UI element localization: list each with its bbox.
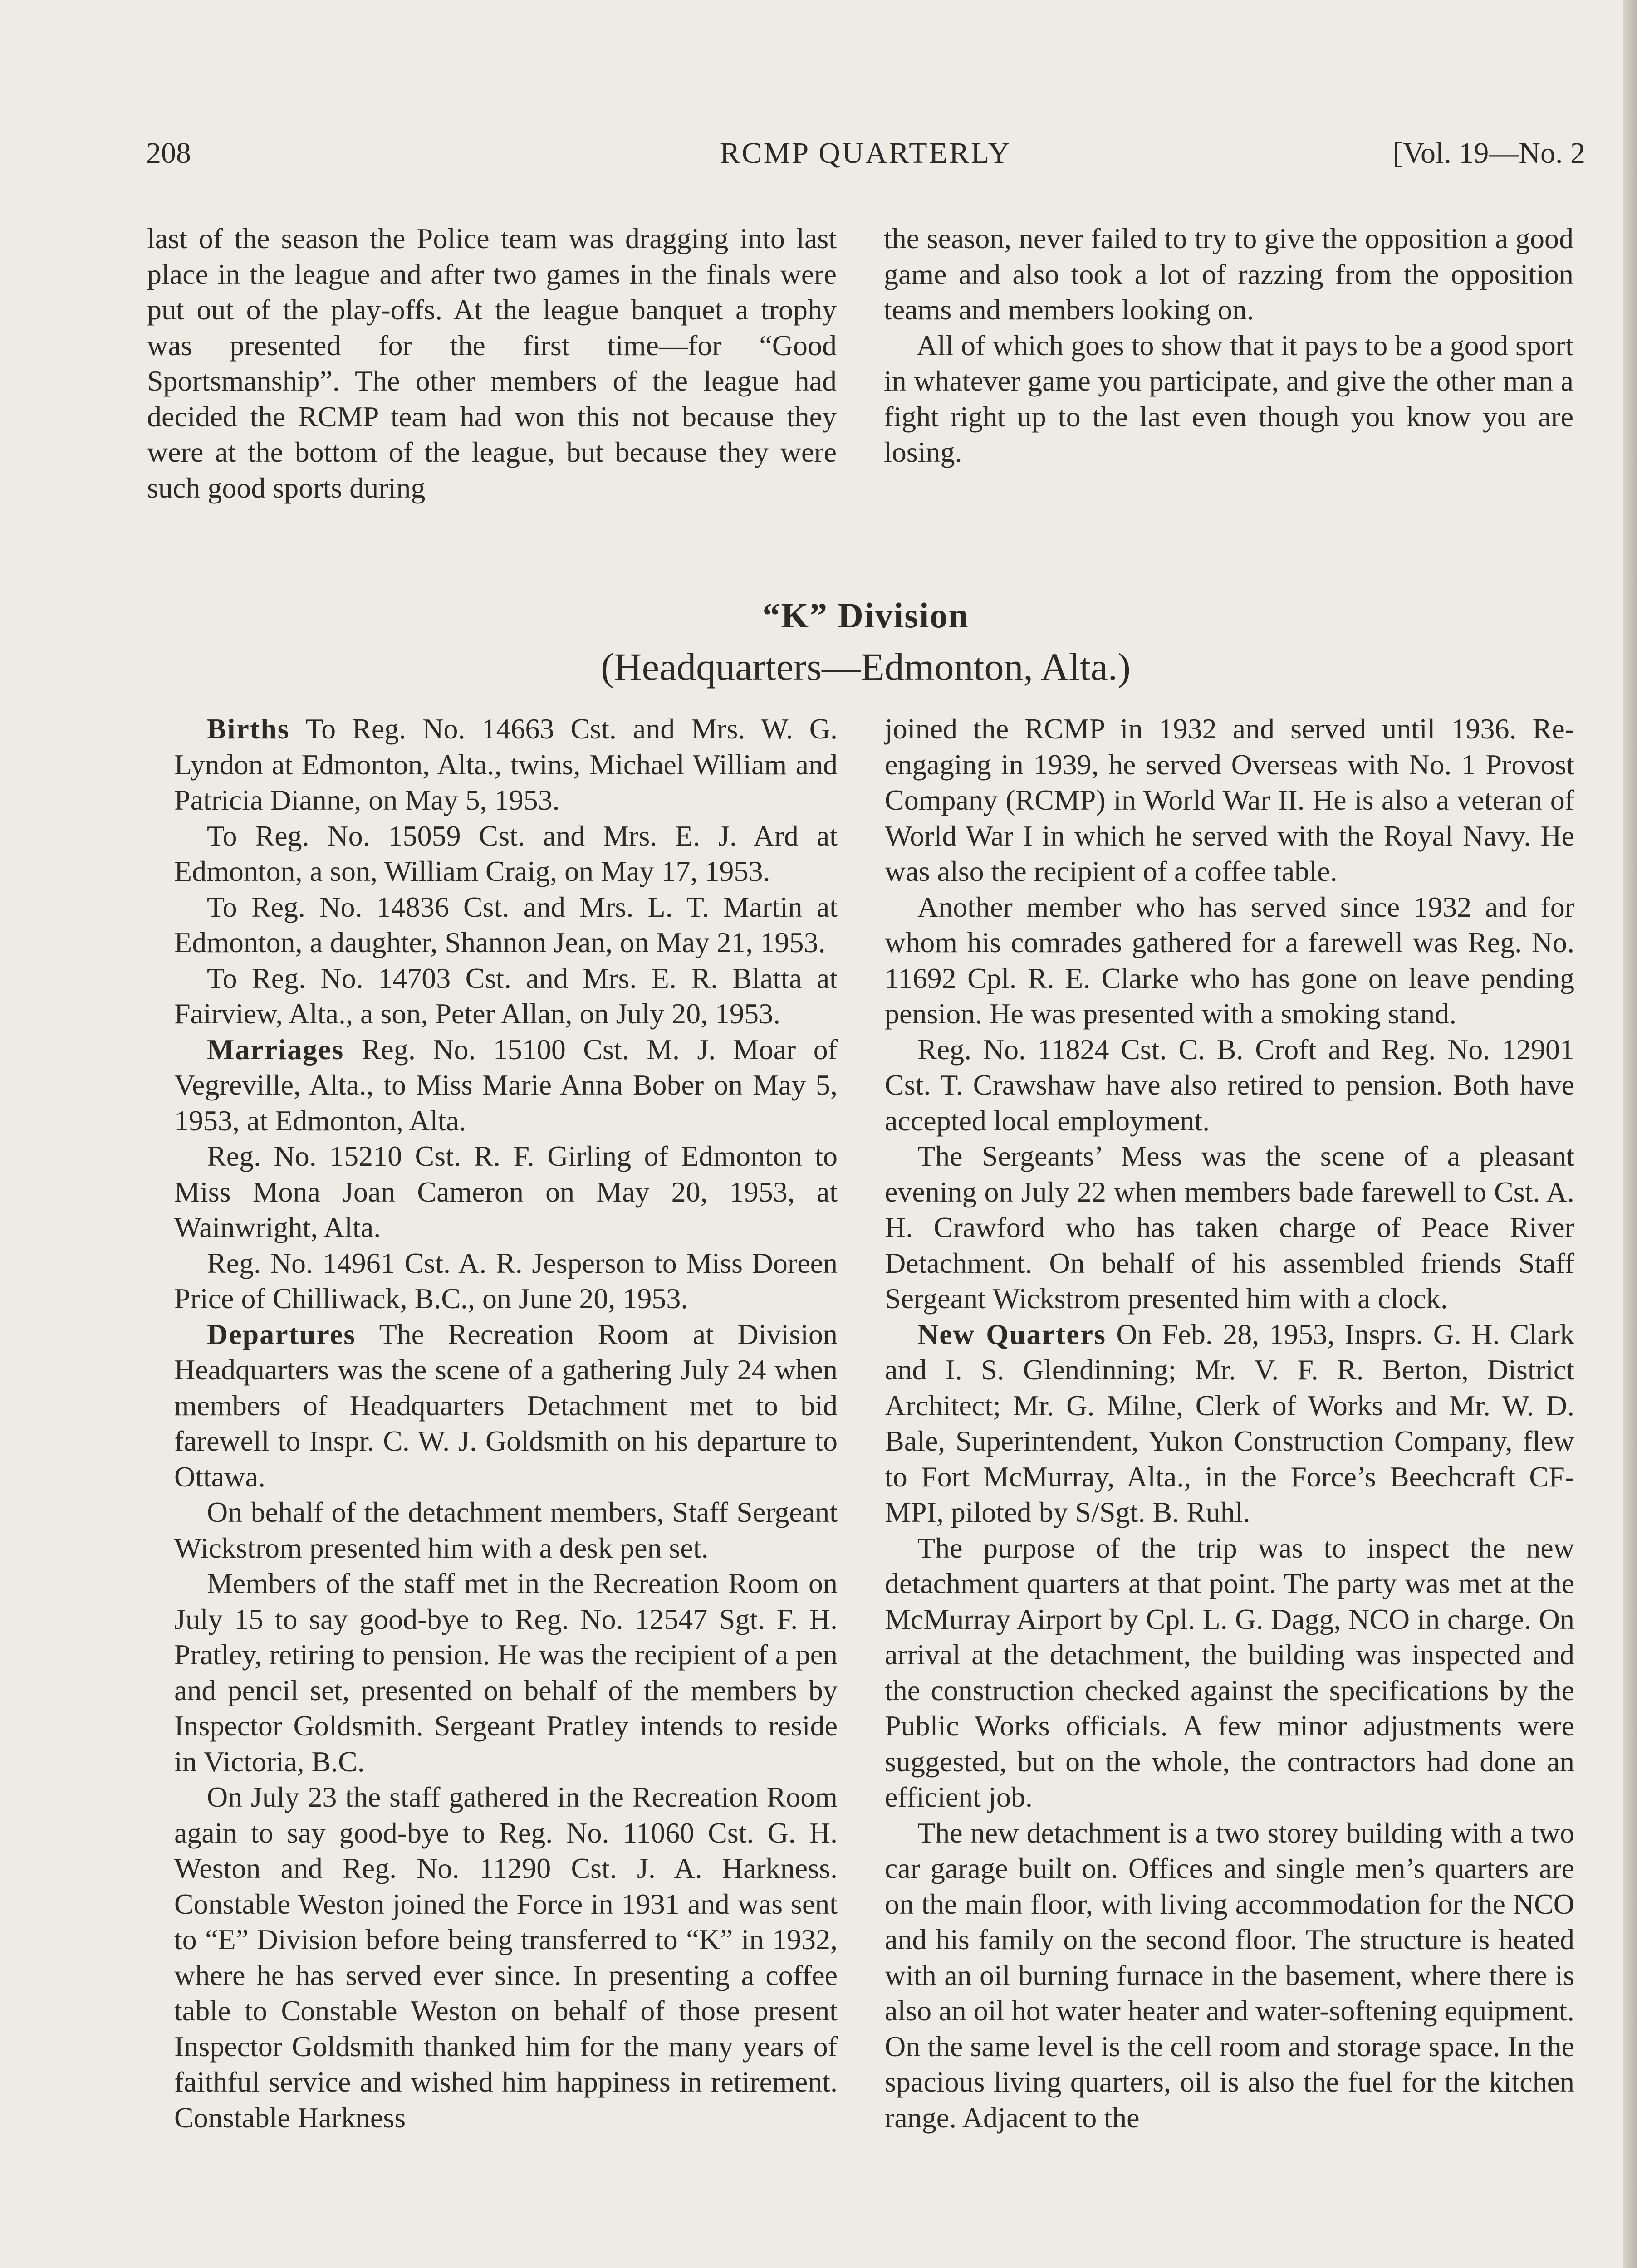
- new-quarters-text: On Feb. 28, 1953, Insprs. G. H. Clark and I. S. Glendinning; Mr. V. F. R. Berton, District Architect; Mr. G. Milne, Clerk of Works and Mr. W. D. Bale, Superintendent, Yukon Construction Company, flew to Fort McMurray, Alta., in the Force’s Beechcraft CF-MPI, piloted by S/Sgt. B. Ruhl.: [885, 1318, 1575, 1528]
- paragraph: Reg. No. 11824 Cst. C. B. Croft and Reg. No. 12901 Cst. T. Crawshaw have also retired to pension. Both have accepted local employment.: [885, 1033, 1574, 1137]
- paragraph: Another member who has served since 1932 and for whom his comrades gathered for a farewell was Reg. No. 11692 Cpl. R. E. Clarke who has gone on leave pending pension. He was presented with a smoking stand.: [885, 890, 1574, 1030]
- departures-text: The Recreation Room at Division Headquarters was the scene of a gathering July 24 when members of Headquarters Detachment met to bid farewell to Inspr. C. W. J. Goldsmith on his departure to Ottawa.: [174, 1318, 838, 1493]
- births-heading: Births: [207, 713, 290, 745]
- paragraph: To Reg. No. 14703 Cst. and Mrs. E. R. Blatta at Fairview, Alta., a son, Peter Allan, on July 20, 1953.: [174, 962, 838, 1030]
- paragraph: To Reg. No. 14836 Cst. and Mrs. L. T. Martin at Edmonton, a daughter, Shannon Jean, on May 21, 1953.: [174, 890, 838, 958]
- paragraph: Members of the staff met in the Recreation Room on July 15 to say good-bye to Reg. No. 12547 Sgt. F. H. Pratley, retiring to pension. He was the recipient of a pen and pencil set, presented on behalf of the members by Inspector Goldsmith. Sergeant Pratley intends to reside in Victoria, B.C.: [174, 1567, 838, 1778]
- births-text: To Reg. No. 14663 Cst. and Mrs. W. G. Lyndon at Edmonton, Alta., twins, Michael William and Patricia Dianne, on May 5, 1953.: [174, 713, 838, 816]
- paragraph: the season, never failed to try to give the opposition a good game and also took a lot of razzing from the opposition teams and members looking on.: [884, 222, 1573, 326]
- new-quarters-heading: New Quarters: [917, 1318, 1106, 1350]
- paragraph-departures: [174, 1317, 838, 1495]
- paragraph: On July 23 the staff gathered in the Recreation Room again to say good-bye to Reg. No. 11060 Cst. G. H. Weston and Reg. No. 11290 Cst. J. A. Harkness. Constable Weston joined the Force in 1931 and was sent to “E” Division before being transferred to “K” in 1932, where he has served ever since. In presenting a coffee table to Constable Weston on behalf of those present Inspector Goldsmith thanked him for the many years of faithful service and wished him happiness in retirement. Constable Harkness: [174, 1781, 838, 2134]
- paragraph-births: [174, 711, 838, 818]
- paragraph: Reg. No. 14961 Cst. A. R. Jesperson to Miss Doreen Price of Chilliwack, B.C., on June 20, 1953.: [174, 1246, 838, 1315]
- page-edge-shadow: [1623, 0, 1637, 2268]
- left-column: [174, 711, 838, 2136]
- paragraph: joined the RCMP in 1932 and served until 1936. Re-engaging in 1939, he served Overseas with No. 1 Provost Company (RCMP) in World War II. He is also a veteran of World War I in which he served with the Royal Navy. He was also the recipient of a coffee table.: [885, 713, 1574, 887]
- right-column: [885, 711, 1574, 2136]
- marriages-text: Reg. No. 15100 Cst. M. J. Moar of Vegreville, Alta., to Miss Marie Anna Bober on May 5, 1953, at Edmonton, Alta.: [174, 1033, 838, 1137]
- paragraph-new-quarters: [885, 1317, 1574, 1530]
- paragraph-marriages: [174, 1032, 838, 1139]
- journal-title: RCMP QUARTERLY: [720, 137, 1012, 170]
- paragraph: last of the season the Police team was dragging into last place in the league and after two games in the finals were put out of the play-offs. At the league banquet a trophy was presented for the first time—for “Good Sportsmanship”. The other members of the league had decided the RCMP team had won this not because they were at the bottom of the league, but because they were such good sports during: [147, 222, 837, 504]
- paragraph: On behalf of the detachment members, Staff Sergeant Wickstrom presented him with a desk pen set.: [174, 1496, 838, 1564]
- top-right-column: [884, 221, 1573, 470]
- page-number: 208: [146, 137, 191, 170]
- top-left-column: [147, 221, 837, 506]
- paragraph: Reg. No. 15210 Cst. R. F. Girling of Edmonton to Miss Mona Joan Cameron on May 20, 1953, at Wainwright, Alta.: [174, 1140, 838, 1243]
- departures-heading: Departures: [207, 1318, 356, 1350]
- paragraph: The Sergeants’ Mess was the scene of a pleasant evening on July 22 when members bade farewell to Cst. A. H. Crawford who has taken charge of Peace River Detachment. On behalf of his assembled friends Staff Sergeant Wickstrom presented him with a clock.: [885, 1140, 1574, 1315]
- paragraph: All of which goes to show that it pays to be a good sport in whatever game you participate, and give the other man a fight right up to the last even though you know you are losing.: [884, 329, 1573, 468]
- paragraph: The new detachment is a two storey building with a two car garage built on. Offices and single men’s quarters are on the main floor, with living accommodation for the NCO and his family on the second floor. The structure is heated with an oil burning furnace in the basement, where there is also an oil hot water heater and water-softening equipment. On the same level is the cell room and storage space. In the spacious living quarters, oil is also the fuel for the kitchen range. Adjacent to the: [885, 1816, 1574, 2134]
- paragraph: The purpose of the trip was to inspect the new detachment quarters at that point. The party was met at the McMurray Airport by Cpl. L. G. Dagg, NCO in charge. On arrival at the detachment, the building was inspected and the construction checked against the specifications by the Public Works officials. A few minor adjustments were suggested, but on the whole, the contractors had done an efficient job.: [885, 1531, 1574, 1813]
- volume-label: [Vol. 19—No. 2: [1392, 137, 1585, 170]
- marriages-heading: Marriages: [207, 1033, 344, 1066]
- running-header: [146, 136, 1585, 177]
- section-subtitle: (Headquarters—Edmonton, Alta.): [601, 645, 1131, 689]
- section-title: “K” Division: [762, 596, 969, 635]
- paragraph: To Reg. No. 15059 Cst. and Mrs. E. J. Ard at Edmonton, a son, William Craig, on May 17, 1953.: [174, 819, 838, 887]
